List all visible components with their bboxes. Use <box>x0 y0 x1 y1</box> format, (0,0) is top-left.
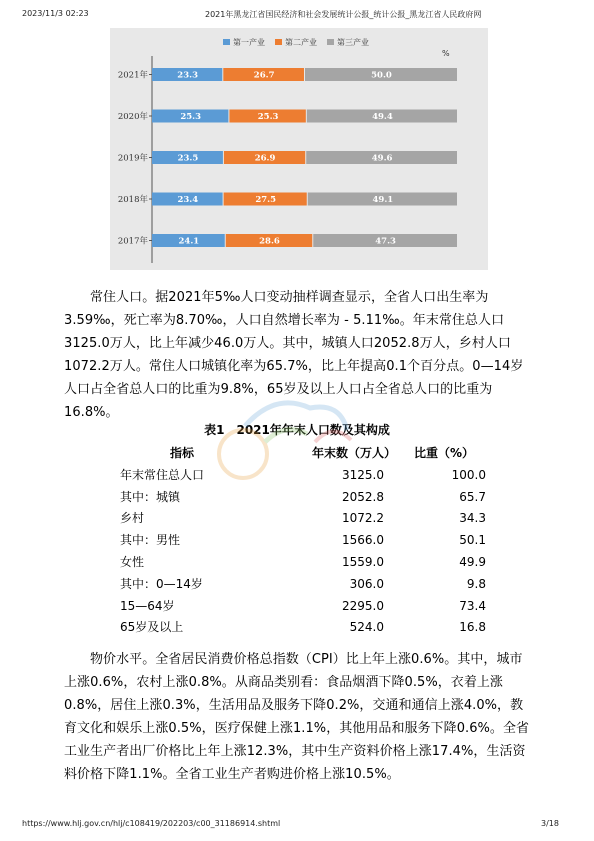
legend-swatch <box>275 39 282 45</box>
row-label: 年末常住总人口 <box>120 467 205 482</box>
table-header-row <box>120 443 500 465</box>
population-table <box>120 443 500 639</box>
legend-swatch <box>223 39 230 45</box>
row-label: 其中：男性 <box>120 533 181 548</box>
data-label: 23.4 <box>177 195 199 205</box>
row-share: 9.8 <box>466 576 486 591</box>
category-label: 2020年 <box>117 112 148 122</box>
data-label: 23.5 <box>177 153 199 164</box>
category-label: 2019年 <box>117 153 148 164</box>
row-label: 65岁及以上 <box>120 620 184 635</box>
data-label: 26.7 <box>253 70 275 81</box>
row-share: 34.3 <box>459 511 486 526</box>
row-value: 1559.0 <box>342 554 384 569</box>
table-caption: 表1 2021年年末人口数及其构成 <box>204 423 390 437</box>
row-value: 3125.0 <box>342 467 384 482</box>
header-share: 比重（%） <box>413 446 474 460</box>
category-label: 2018年 <box>117 195 148 205</box>
row-label: 女性 <box>120 554 145 569</box>
table-row <box>120 487 500 509</box>
table-row <box>120 617 500 639</box>
table-row <box>120 596 500 618</box>
row-label: 其中：0—14岁 <box>120 576 203 591</box>
header-indicator: 指标 <box>170 446 195 460</box>
row-share: 16.8 <box>459 620 486 635</box>
row-value: 306.0 <box>349 576 384 591</box>
table-row <box>120 530 500 552</box>
row-value: 1072.2 <box>342 511 384 526</box>
page-number: 3/18 <box>541 819 559 828</box>
legend-swatch <box>327 39 334 45</box>
row-value: 524.0 <box>349 620 384 635</box>
price-level-paragraph: 物价水平。全省居民消费价格总指数（CPI）比上年上涨0.6%。其中，城市上涨0.6%，农村上涨0.8%。从商品类别看：食品烟酒下降0.5%，衣着上涨0.8%，居住上涨0.3%，生活用品及服务下降0.2%，交通和通信上涨4.0%，教育文化和娱乐上涨0.5%，医疗保健上涨1.1%，其他用品和服务下降0.6%。全省工业生产者出厂价格比上年上涨12.3%，其中生产资料价格上涨17.4%，生活资料价格下降1.1%。全省工业生产者购进价格上涨10.5%。 <box>64 652 530 782</box>
population-paragraph: 常住人口。据2021年5‰人口变动抽样调查显示，全省人口出生率为3.59‰，死亡率为8.70‰，人口自然增长率为 - 5.11‰。年末常住总人口3125.0万人，比上年减少46.0万人。其中，城镇人口2052.8万人，乡村人口1072.2万人。常住人口城镇化率为65.7%，比上年提高0.1个百分点。0—14岁人口占全省总人口的比重为9.8%，65岁及以上人口占全省总人口的比重为16.8%。 <box>64 290 524 420</box>
data-label: 50.0 <box>371 70 392 81</box>
legend-label: 第一产业 <box>233 38 265 47</box>
data-label: 24.1 <box>178 236 200 247</box>
data-label: 26.9 <box>254 153 276 164</box>
data-label: 47.3 <box>375 236 396 247</box>
row-share: 49.9 <box>459 554 486 569</box>
data-label: 49.1 <box>372 195 394 205</box>
table-row <box>120 552 500 574</box>
print-datetime: 2023/11/3 02:23 <box>22 9 89 18</box>
row-share: 73.4 <box>459 598 486 613</box>
table-row <box>120 465 500 487</box>
row-value: 2295.0 <box>342 598 384 613</box>
row-label: 其中：城镇 <box>120 489 181 504</box>
row-value: 1566.0 <box>342 533 384 548</box>
unit-label: % <box>442 49 450 58</box>
data-label: 28.6 <box>259 236 280 247</box>
table-row <box>120 574 500 596</box>
table-row <box>120 508 500 530</box>
legend-label: 第三产业 <box>337 38 369 47</box>
page-title: 2021年黑龙江省国民经济和社会发展统计公报_统计公报_黑龙江省人民政府网 <box>205 10 482 19</box>
legend-label: 第二产业 <box>285 38 317 47</box>
data-label: 25.3 <box>257 112 279 122</box>
header-year-end: 年末数（万人） <box>311 446 396 460</box>
category-label: 2017年 <box>117 236 148 247</box>
data-label: 25.3 <box>180 112 202 122</box>
data-label: 49.4 <box>372 112 393 122</box>
page-url: https://www.hlj.gov.cn/hlj/c108419/202203/c00_31186914.shtml <box>22 819 281 828</box>
row-value: 2052.8 <box>342 489 384 504</box>
data-label: 49.6 <box>371 153 393 164</box>
stacked-bar-chart-svg <box>110 28 488 270</box>
data-label: 27.5 <box>255 195 277 205</box>
row-label: 15—64岁 <box>120 598 175 613</box>
row-share: 50.1 <box>459 533 486 548</box>
industry-structure-chart <box>110 28 488 270</box>
row-label: 乡村 <box>120 511 145 526</box>
row-share: 100.0 <box>451 467 486 482</box>
category-label: 2021年 <box>117 70 148 81</box>
row-share: 65.7 <box>459 489 486 504</box>
data-label: 23.3 <box>177 70 199 81</box>
